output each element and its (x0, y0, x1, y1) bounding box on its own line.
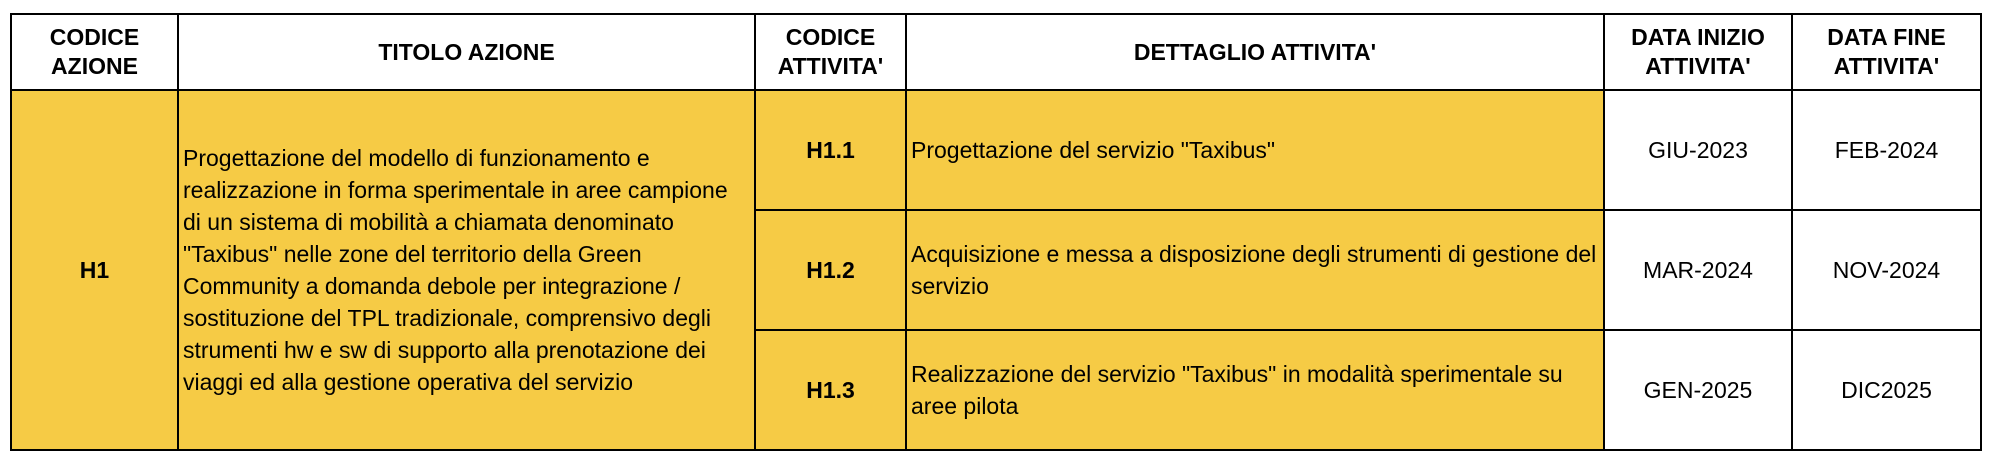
activity-start-cell: MAR-2024 (1604, 210, 1792, 330)
activity-start-cell: GEN-2025 (1604, 330, 1792, 450)
activity-code-cell: H1.2 (755, 210, 906, 330)
header-row (11, 14, 1981, 90)
action-table-container (10, 13, 1982, 451)
header-codice-attivita: CODICE ATTIVITA' (755, 14, 906, 90)
activity-end-cell: DIC2025 (1792, 330, 1981, 450)
header-titolo-azione: TITOLO AZIONE (178, 14, 755, 90)
activity-start-cell: GIU-2023 (1604, 90, 1792, 210)
action-code-cell: H1 (11, 90, 178, 450)
header-data-fine: DATA FINE ATTIVITA' (1792, 14, 1981, 90)
activity-detail-cell: Realizzazione del servizio "Taxibus" in modalità sperimentale su aree pilota (906, 330, 1604, 450)
action-title-cell: Progettazione del modello di funzionamento e realizzazione in forma sperimentale in aree campione di un sistema di mobilità a chiamata denominato "Taxibus" nelle zone del territorio della Green Community a domanda debole per integrazione / sostituzione del TPL tradizionale, comprensivo degli strumenti hw e sw di supporto alla prenotazione dei viaggi ed alla gestione operativa del servizio (178, 90, 755, 450)
activity-detail-cell: Progettazione del servizio "Taxibus" (906, 90, 1604, 210)
header-codice-azione: CODICE AZIONE (11, 14, 178, 90)
header-dettaglio-attivita: DETTAGLIO ATTIVITA' (906, 14, 1604, 90)
table-row (11, 90, 1981, 210)
activity-detail-cell: Acquisizione e messa a disposizione degli strumenti di gestione del servizio (906, 210, 1604, 330)
activity-code-cell: H1.1 (755, 90, 906, 210)
action-table (10, 13, 1982, 451)
activity-code-cell: H1.3 (755, 330, 906, 450)
activity-end-cell: FEB-2024 (1792, 90, 1981, 210)
activity-end-cell: NOV-2024 (1792, 210, 1981, 330)
header-data-inizio: DATA INIZIO ATTIVITA' (1604, 14, 1792, 90)
